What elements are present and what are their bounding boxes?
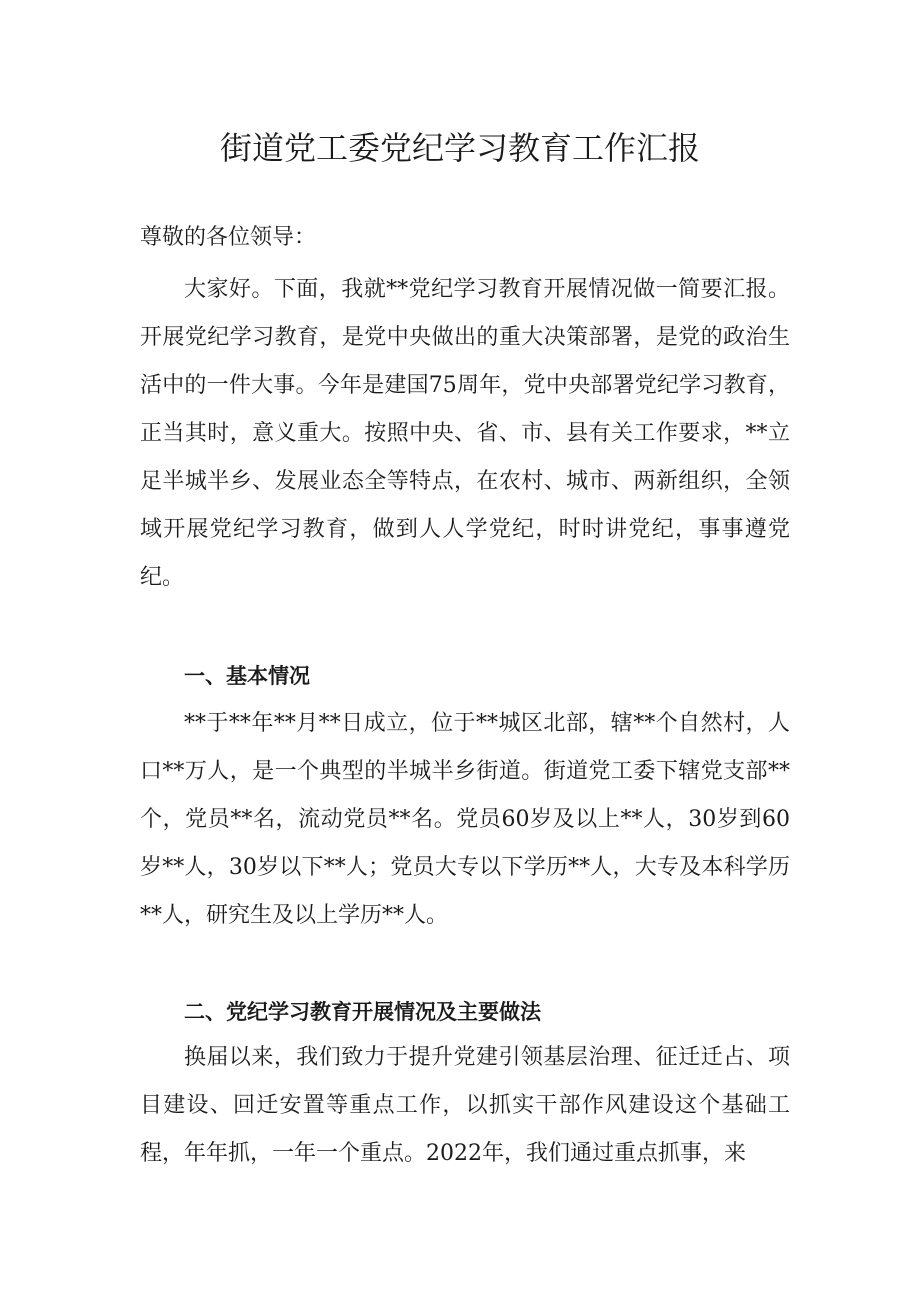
intro-paragraph: 大家好。下面，我就**党纪学习教育开展情况做一简要汇报。开展党纪学习教育，是党中央做出的重大决策部署，是党的政治生活中的一件大事。今年是建国75周年，党中央部署党纪学习教育，正当其时，意义重大。按照中央、省、市、县有关工作要求，**立足半城半乡、发展业态全等特点，在农村、城市、两新组织，全领域开展党纪学习教育，做到人人学党纪，时时讲党纪，事事遵党纪。 — [140, 277, 790, 590]
section-heading-main-practices: 二、党纪学习教育开展情况及主要做法 — [184, 1000, 541, 1024]
main-practices-paragraph: 换届以来，我们致力于提升党建引领基层治理、征迁迁占、项目建设、回迁安置等重点工作，以抓实干部作风建设这个基础工程，年年抓，一年一个重点。2022年，我们通过重点抓事，来 — [140, 1045, 790, 1166]
salutation: 尊敬的各位领导： — [140, 225, 317, 250]
basic-info-paragraph: **于**年**月**日成立，位于**城区北部，辖**个自然村，人口**万人，是一个典型的半城半乡街道。街道党工委下辖党支部**个，党员**名，流动党员**名。党员60岁及以上**人，30岁到60岁**人，30岁以下**人；党员大专以下学历**人，大专及本科学历**人，研究生及以上学历**人。 — [140, 711, 790, 928]
document-title: 街道党工委党纪学习教育工作汇报 — [219, 129, 700, 167]
section-heading-basic-info: 一、基本情况 — [184, 664, 310, 688]
